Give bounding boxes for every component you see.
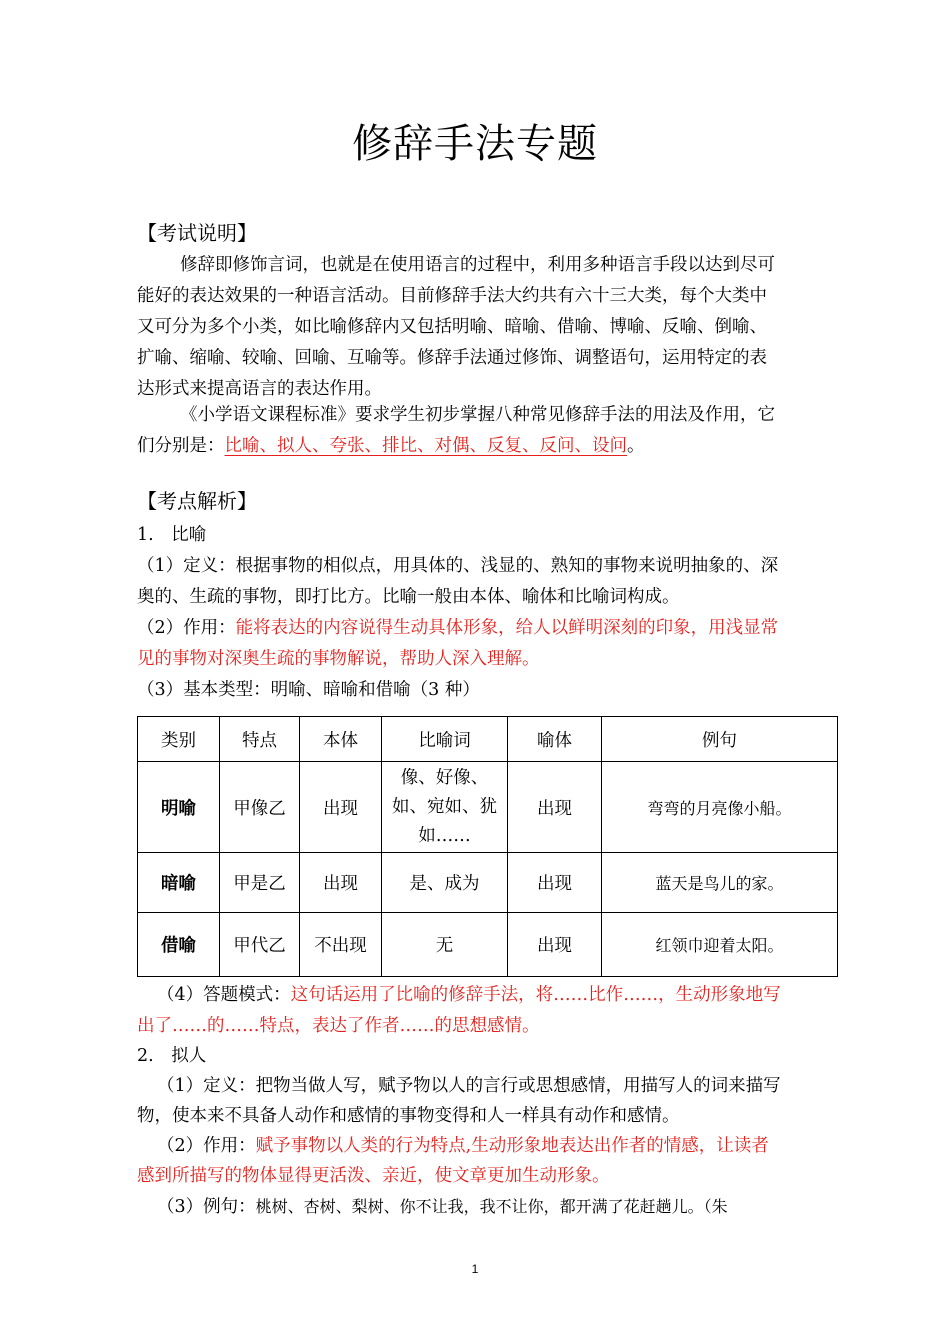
table-cell: 不出现 <box>300 913 382 977</box>
personification-example-prefix: （3）例句： <box>157 1197 256 1217</box>
curriculum-line: 《小学语文课程标准》要求学生初步掌握八种常见修辞手法的用法及作用，它 <box>180 405 775 425</box>
exam-paragraph-line: 达形式来提高语言的表达作用。 <box>137 379 382 399</box>
metaphor-definition-line: 奥的、生疏的事物，即打比方。比喻一般由本体、喻体和比喻词构成。 <box>137 587 680 607</box>
table-cell: 是、成为 <box>382 853 508 913</box>
table-cell: 像、好像、如、宛如、犹如…… <box>382 762 508 853</box>
curriculum-suffix: 。 <box>627 436 645 456</box>
metaphor-function-prefix: （2）作用： <box>137 618 236 638</box>
table-row <box>138 853 838 913</box>
personification-example-line <box>157 1191 857 1223</box>
exam-heading: 【考试说明】 <box>137 221 257 245</box>
personification-function-text: 赋予事物以人类的行为特点,生动形象地表达出作者的情感，让读者 <box>255 1136 769 1156</box>
table-cell-category: 借喻 <box>138 913 220 977</box>
personification-function-line-2: 感到所描写的物体显得更活泼、亲近，使文章更加生动形象。 <box>137 1166 610 1186</box>
table-cell: 出现 <box>508 762 602 853</box>
table-cell: 出现 <box>300 762 382 853</box>
table-cell: 甲是乙 <box>220 853 300 913</box>
personification-title: 2. 拟人 <box>137 1046 207 1066</box>
table-cell-example: 红领巾迎着太阳。 <box>602 913 838 977</box>
table-header: 类别 <box>138 717 220 762</box>
table-row <box>138 762 838 853</box>
table-cell: 甲像乙 <box>220 762 300 853</box>
table-cell: 出现 <box>300 853 382 913</box>
metaphor-title: 1. 比喻 <box>137 525 207 545</box>
page-number: 1 <box>471 1262 479 1276</box>
table-cell-category: 暗喻 <box>138 853 220 913</box>
personification-definition-line: 物，使本来不具备人动作和感情的事物变得和人一样具有动作和感情。 <box>137 1106 680 1126</box>
table-cell: 无 <box>382 913 508 977</box>
table-cell: 出现 <box>508 853 602 913</box>
table-header-row <box>138 717 838 762</box>
rhetoric-list-highlight: 比喻、拟人、夸张、排比、对偶、反复、反问、设问 <box>224 436 627 456</box>
personification-function-prefix: （2）作用： <box>157 1136 256 1156</box>
exam-paragraph-line: 能好的表达效果的一种语言活动。目前修辞手法大约共有六十三大类，每个大类中 <box>137 286 767 306</box>
table-cell-example: 弯弯的月亮像小船。 <box>602 762 838 853</box>
metaphor-types-table <box>137 716 838 977</box>
table-header: 例句 <box>602 717 838 762</box>
table-header: 比喻词 <box>382 717 508 762</box>
personification-example-text: 桃树、杏树、梨树、你不让我，我不让你，都开满了花赶趟儿。（朱 <box>255 1197 728 1216</box>
personification-definition-line: （1）定义：把物当做人写，赋予物以人的言行或思想感情，用描写人的词来描写 <box>157 1076 781 1096</box>
metaphor-definition-line: （1）定义：根据事物的相似点，用具体的、浅显的、熟知的事物来说明抽象的、深 <box>137 556 779 576</box>
exam-paragraph-line: 扩喻、缩喻、较喻、回喻、互喻等。修辞手法通过修饰、调整语句，运用特定的表 <box>137 348 767 368</box>
table-cell-category: 明喻 <box>138 762 220 853</box>
metaphor-types-line: （3）基本类型：明喻、暗喻和借喻（3 种） <box>137 680 480 700</box>
analysis-heading: 【考点解析】 <box>137 489 257 513</box>
exam-paragraph-line: 修辞即修饰言词，也就是在使用语言的过程中，利用多种语言手段以达到尽可 <box>180 255 775 275</box>
table-header: 喻体 <box>508 717 602 762</box>
table-cell-example: 蓝天是鸟儿的家。 <box>602 853 838 913</box>
table-cell: 甲代乙 <box>220 913 300 977</box>
table-cell: 出现 <box>508 913 602 977</box>
metaphor-function-text: 能将表达的内容说得生动具体形象，给人以鲜明深刻的印象，用浅显常 <box>235 618 779 638</box>
table-header: 特点 <box>220 717 300 762</box>
metaphor-answer-text: 这句话运用了比喻的修辞手法，将……比作……，生动形象地写 <box>290 985 781 1005</box>
exam-paragraph-line: 又可分为多个小类，如比喻修辞内又包括明喻、暗喻、借喻、博喻、反喻、倒喻、 <box>137 317 767 337</box>
metaphor-answer-line <box>157 980 857 1011</box>
page-title: 修辞手法专题 <box>352 121 598 167</box>
curriculum-line-2 <box>137 431 837 462</box>
table-header: 本体 <box>300 717 382 762</box>
metaphor-answer-line-2: 出了……的……特点，表达了作者……的思想感情。 <box>137 1016 540 1036</box>
metaphor-function-line <box>137 613 837 644</box>
personification-function-line <box>157 1131 857 1162</box>
curriculum-prefix: 们分别是： <box>137 436 225 456</box>
table-row <box>138 913 838 977</box>
metaphor-function-line-2: 见的事物对深奥生疏的事物解说，帮助人深入理解。 <box>137 649 540 669</box>
metaphor-answer-prefix: （4）答题模式： <box>157 985 291 1005</box>
